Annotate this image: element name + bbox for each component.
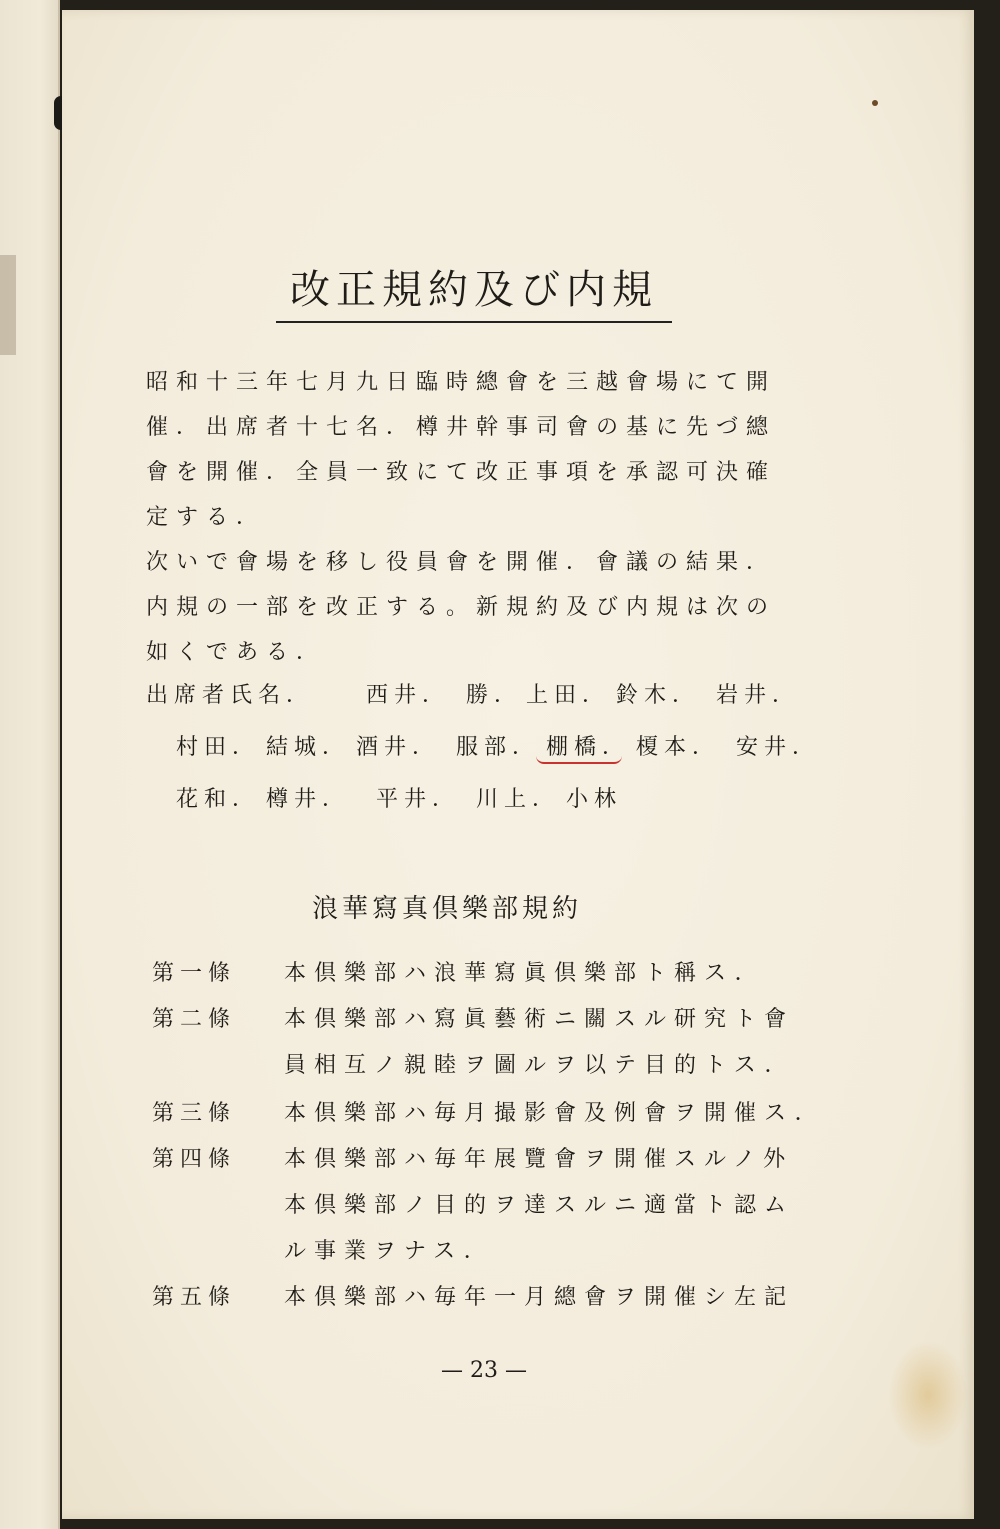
article-text: 本倶樂部ハ浪華寫眞倶樂部ト稱ス． (284, 961, 765, 986)
article-row (152, 1280, 852, 1320)
intro-line: 如くである． (146, 640, 327, 665)
article-number: 第一條 (152, 961, 237, 986)
article-row (152, 1142, 852, 1182)
attendee-name: 岩井． (716, 683, 801, 708)
red-underline-mark (536, 756, 622, 764)
article-number: 第二條 (152, 1007, 237, 1032)
attendee-name: 服部． (456, 735, 541, 760)
page-smudge (0, 255, 16, 355)
adjacent-page-edge (0, 0, 60, 1529)
attendee-name: 村田． (176, 735, 261, 760)
attendee-name: 棚橋． (546, 735, 631, 760)
article-number: 第五條 (152, 1285, 237, 1310)
page-number: — 23 — (441, 1358, 527, 1383)
document-page (62, 10, 974, 1519)
attendees-label: 出席者氏名． (146, 683, 315, 708)
attendee-name: 小林 (566, 787, 623, 812)
attendee-name: 結城． (266, 735, 351, 760)
attendee-name: 上田． (526, 683, 611, 708)
attendee-name: 榎本． (636, 735, 721, 760)
article-row-continued (152, 1188, 852, 1228)
intro-line: 内規の一部を改正する。新規約及び内規は次の (146, 595, 777, 620)
page-content (62, 10, 974, 1519)
section-subtitle: 浪華寫真倶樂部規約 (312, 894, 583, 924)
article-text: 本倶樂部ハ毎年展覽會ヲ開催スルノ外 (284, 1147, 794, 1172)
attendee-name: 西井． (366, 683, 451, 708)
article-text: 本倶樂部ノ目的ヲ達スルニ適當ト認ム (284, 1193, 795, 1218)
article-text: 本倶樂部ハ毎月撮影會及例會ヲ開催ス． (284, 1101, 825, 1126)
intro-line: 定する． (146, 505, 267, 530)
article-text: 本倶樂部ハ毎年一月總會ヲ開催シ左記 (284, 1285, 795, 1310)
attendee-name: 酒井． (356, 735, 441, 760)
attendee-name: 安井． (736, 735, 821, 760)
attendee-name: 平井． (376, 787, 461, 812)
intro-line: 次いで會場を移し役員會を開催．會議の結果． (146, 550, 777, 575)
intro-paragraph (146, 360, 826, 675)
attendee-name: 花和． (176, 787, 261, 812)
article-number: 第四條 (152, 1147, 237, 1172)
article-row (152, 1002, 852, 1042)
article-row-continued (152, 1048, 852, 1088)
attendee-name: 樽井． (266, 787, 351, 812)
attendee-name: 川上． (476, 787, 561, 812)
article-text: 本倶樂部ハ寫眞藝術ニ關スル研究ト會 (284, 1007, 795, 1032)
article-number: 第三條 (152, 1101, 237, 1126)
attendee-name: 鈴木． (616, 683, 701, 708)
article-row-continued (152, 1234, 852, 1274)
attendee-name: 勝． (466, 683, 523, 708)
intro-line: 催．出席者十七名．樽井幹事司會の基に先づ總 (146, 415, 777, 440)
intro-line: 會を開催．全員一致にて改正事項を承認可決確 (146, 460, 777, 485)
intro-line: 昭和十三年七月九日臨時總會を三越會場にて開 (146, 370, 777, 395)
page-title: 改正規約及び内規 (276, 258, 672, 323)
article-row (152, 956, 852, 996)
article-row (152, 1096, 852, 1136)
article-text: ル事業ヲナス． (284, 1239, 494, 1264)
article-text: 員相互ノ親睦ヲ圖ルヲ以テ目的トス． (284, 1053, 795, 1078)
